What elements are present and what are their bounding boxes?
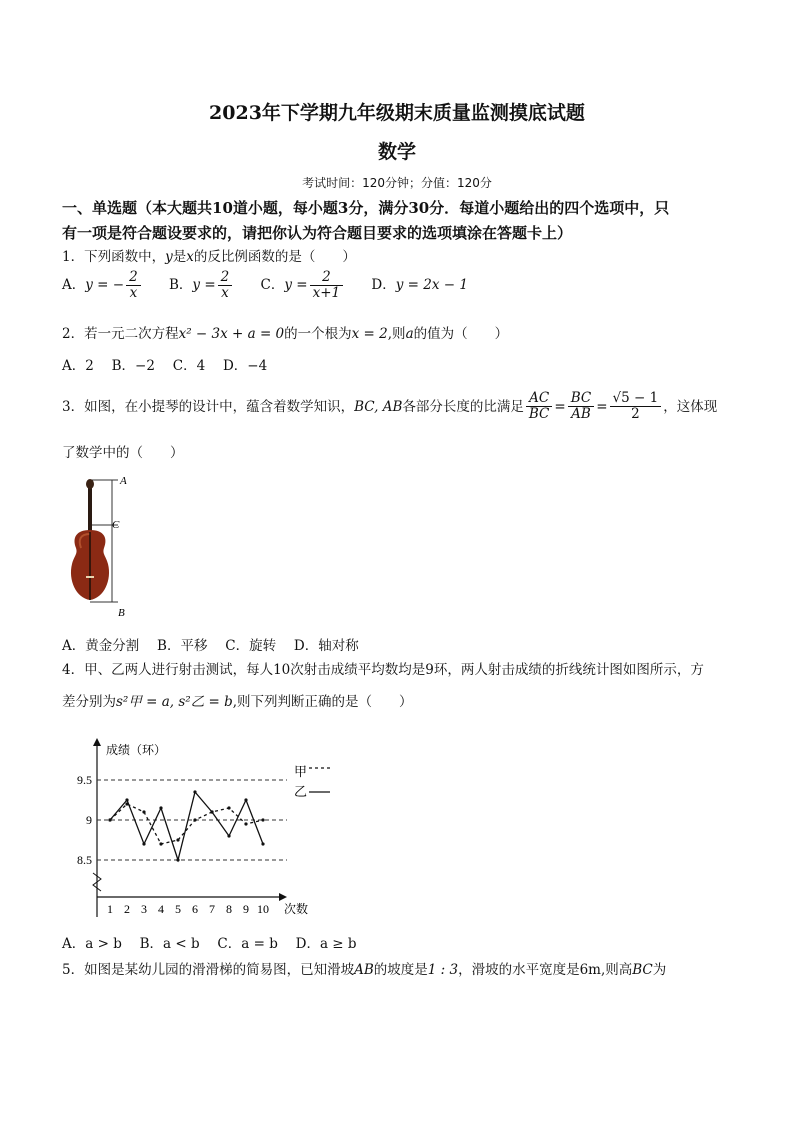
q2-stem-mid2: ,则	[387, 326, 406, 342]
violin-figure	[62, 472, 142, 620]
data-point-甲	[176, 838, 179, 841]
section-heading-line2: 有一项是符合题设要求的，请把你认为符合题目要求的选项填涂在答题卡上）	[62, 224, 573, 242]
q1-option-b-label: B．	[168, 277, 193, 293]
q4-variance: s²甲 = a, s²乙 = b	[116, 694, 233, 710]
q1-stem-prefix: 1．下列函数中，	[62, 249, 166, 265]
x-tick-label: 4	[158, 902, 164, 916]
q5-width: 6m	[579, 962, 601, 978]
q5-stem-prefix: 5．如图是某幼儿园的滑滑梯的简易图，已知滑坡	[62, 962, 355, 978]
y-tick-label: 9	[86, 813, 92, 827]
x-axis-label: 次数	[284, 902, 309, 916]
q3-f1-num: AC	[526, 391, 553, 407]
q1-option-b-fraction	[218, 270, 233, 301]
q5-stem-mid3: ,则高	[600, 962, 633, 978]
q3-stem-suffix: ，这体现	[663, 398, 718, 415]
data-point-乙	[159, 806, 162, 809]
y-axis-arrow	[93, 738, 101, 746]
violin-label-c: C	[112, 519, 120, 531]
q3-f3-num: √5 − 1	[610, 391, 662, 407]
x-axis-arrow	[279, 893, 287, 901]
q1-option-c-den: x+1	[312, 285, 341, 301]
exam-info: 考试时间：120分钟；分值：120分	[302, 176, 492, 190]
q1-option-c-label: C．	[260, 277, 285, 293]
data-point-乙	[176, 858, 179, 861]
data-point-乙	[244, 798, 247, 801]
q1-stem-suffix: 的反比例函数的是（ ）	[193, 249, 356, 265]
q1-option-a-num: 2	[126, 270, 141, 286]
violin-label-b: B	[118, 607, 125, 619]
q3-fraction-1	[526, 391, 553, 422]
data-point-乙	[193, 790, 196, 793]
x-tick-label: 1	[107, 902, 113, 916]
q1-var-y: y	[165, 249, 173, 265]
q3-f1-den: BC	[528, 406, 550, 422]
q2-stem-suffix: 的值为（ ）	[413, 326, 509, 342]
q1-option-c-fraction	[310, 270, 344, 301]
q1-option-d[interactable]	[371, 277, 468, 293]
y-tick-label: 9.5	[77, 773, 92, 787]
q1-option-b-lhs: y =	[192, 277, 216, 293]
q1-stem-mid: 是	[172, 249, 187, 265]
q1-option-c-lhs: y =	[284, 277, 308, 293]
data-point-乙	[108, 818, 111, 821]
q5-ab: AB	[354, 962, 374, 978]
q5-stem-mid2: ，滑坡的水平宽度是	[458, 962, 580, 978]
chart-x-ticks	[107, 902, 269, 916]
x-tick-label: 10	[257, 902, 269, 916]
x-tick-label: 8	[226, 902, 232, 916]
question-4-line2	[62, 692, 413, 712]
legend-label-乙: 乙	[294, 785, 308, 800]
data-point-甲	[142, 810, 145, 813]
chart-reference-lines	[97, 780, 287, 860]
axis-break-mark	[93, 873, 101, 891]
question-2-options[interactable]: A．2 B．−2 C．4 D．−4	[62, 358, 268, 374]
data-point-甲	[159, 842, 162, 845]
chart-y-ticks	[77, 773, 92, 867]
q1-option-c[interactable]	[260, 269, 350, 301]
question-3-stem	[62, 391, 717, 422]
q2-stem-prefix: 2．若一元二次方程	[62, 326, 179, 342]
q3-stem-mid: 各部分长度的比满足	[402, 398, 524, 415]
x-tick-label: 5	[175, 902, 181, 916]
x-tick-label: 3	[141, 902, 147, 916]
exam-subject: 数学	[377, 141, 416, 163]
shooting-scores-chart	[62, 735, 352, 925]
question-1-stem	[62, 247, 356, 267]
violin-bridge	[86, 576, 94, 578]
question-4-options[interactable]: A．a > b B．a < b C．a = b D．a ≥ b	[62, 936, 357, 952]
q5-bc: BC	[632, 962, 653, 978]
q1-option-a-den: x	[129, 285, 138, 301]
question-5-stem	[62, 960, 666, 980]
q1-option-d-label: D．	[371, 277, 396, 293]
question-4-line1: 4．甲、乙两人进行射击测试，每人10次射击成绩平均数均是9环，两人射击成绩的折线统计图如图所示，方	[62, 662, 704, 678]
q1-option-b-num: 2	[218, 270, 233, 286]
data-point-乙	[125, 798, 128, 801]
q1-option-d-expr: y = 2x − 1	[395, 277, 468, 293]
violin-scroll	[86, 479, 94, 489]
legend-label-甲: 甲	[294, 765, 308, 780]
q1-option-c-num: 2	[310, 270, 344, 286]
q2-root: x = 2	[351, 326, 388, 342]
violin-label-a: A	[120, 475, 127, 487]
series-line-乙	[110, 792, 263, 860]
q3-f2-den: AB	[571, 406, 591, 422]
question-3-line2: 了数学中的（ ）	[62, 445, 184, 461]
q5-stem-mid: 的坡度是	[373, 962, 428, 978]
q2-var-a: a	[405, 326, 414, 342]
q3-f2-num: BC	[568, 391, 595, 407]
question-3-options[interactable]: A．黄金分割 B．平移 C．旋转 D．轴对称	[62, 638, 359, 654]
question-2-stem	[62, 324, 508, 344]
q3-f3-den: 2	[631, 406, 640, 422]
q3-segments: BC, AB	[354, 398, 403, 415]
data-point-乙	[261, 842, 264, 845]
q3-eq2: =	[596, 398, 608, 415]
y-axis-label: 成绩（环）	[106, 743, 167, 757]
q3-fraction-2	[568, 391, 595, 422]
q2-equation: x² − 3x + a = 0	[178, 326, 285, 342]
x-tick-label: 7	[209, 902, 215, 916]
q1-option-a-lhs: y = −	[85, 277, 125, 293]
data-point-乙	[210, 810, 213, 813]
y-tick-label: 8.5	[77, 853, 92, 867]
q1-option-a-fraction	[126, 270, 141, 301]
q2-stem-mid: 的一个根为	[284, 326, 352, 342]
exam-title: 2023年下学期九年级期末质量监测摸底试题	[209, 102, 585, 124]
q3-stem-prefix: 3．如图，在小提琴的设计中，蕴含着数学知识，	[62, 398, 355, 415]
question-1-options	[62, 270, 490, 301]
q1-option-b-den: x	[221, 285, 229, 301]
data-point-甲	[193, 818, 196, 821]
x-tick-label: 9	[243, 902, 249, 916]
chart-legend	[294, 765, 330, 800]
section-heading	[62, 196, 738, 246]
data-point-乙	[142, 842, 145, 845]
q5-stem-suffix: 为	[652, 962, 667, 978]
data-point-乙	[227, 834, 230, 837]
chart-series	[108, 790, 264, 861]
chart-axes	[93, 738, 308, 917]
x-tick-label: 2	[124, 902, 130, 916]
q1-option-a[interactable]	[62, 269, 147, 301]
data-point-甲	[244, 822, 247, 825]
violin-neck	[88, 482, 92, 534]
q3-fraction-3	[610, 391, 662, 422]
data-point-甲	[261, 818, 264, 821]
q5-ratio: 1 : 3	[427, 962, 459, 978]
q4-line2-prefix: 差分别为	[62, 694, 116, 710]
q1-option-a-label: A．	[62, 277, 86, 293]
x-tick-label: 6	[192, 902, 198, 916]
q3-eq1: =	[554, 398, 566, 415]
q1-option-b[interactable]	[168, 269, 239, 301]
data-point-甲	[227, 806, 230, 809]
section-heading-line1: 一、单选题（本大题共10道小题，每小题3分，满分30分．每道小题给出的四个选项中，只	[62, 199, 670, 217]
q4-line2-suffix: ,则下列判断正确的是（ ）	[232, 694, 413, 710]
q1-var-x: x	[186, 249, 194, 265]
